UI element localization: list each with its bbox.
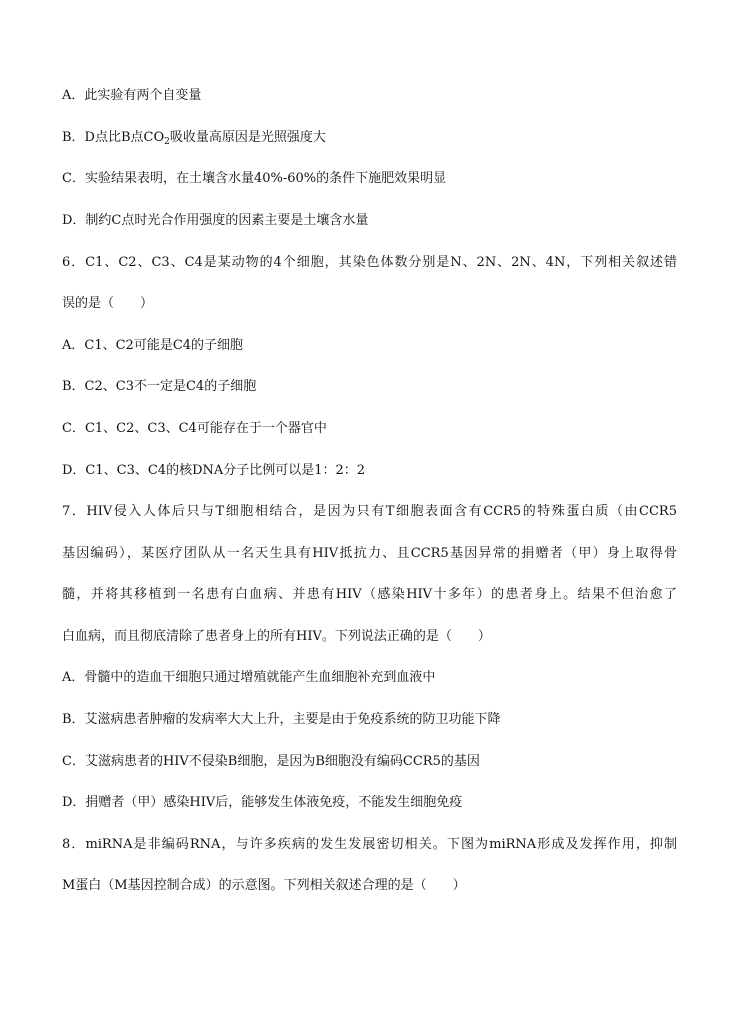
q7-stem-line2: 基因编码），某医疗团队从一名天生具有HIV抵抗力、且CCR5基因异常的捐赠者（甲）身上取得骨 — [62, 546, 677, 561]
q7-stem-line4: 白血病，而且彻底清除了患者身上的所有HIV。下列说法正确的是（ ） — [62, 629, 491, 644]
q5-option-d: D．制约C点时光合作用强度的因素主要是土壤含水量 — [62, 213, 369, 228]
q6-stem-line2: 误的是（ ） — [62, 296, 154, 311]
q7-stem-line3: 髓，并将其移植到一名患有白血病、并患有HIV（感染HIV十多年）的患者身上。结果不但治愈了 — [62, 587, 677, 602]
q7-option-c: C．艾滋病患者的HIV不侵染B细胞，是因为B细胞没有编码CCR5的基因 — [62, 754, 480, 769]
q6-option-a: A．C1、C2可能是C4的子细胞 — [62, 338, 244, 353]
q6-option-b: B．C2、C3不一定是C4的子细胞 — [62, 379, 257, 394]
q8-stem-line1: 8．miRNA是非编码RNA，与许多疾病的发生发展密切相关。下图为miRNA形成及发挥作用，抑制 — [62, 837, 677, 852]
q5-option-b-text-end: 吸收量高原因是光照强度大 — [169, 130, 326, 145]
q5-option-b-text: B．D点比B点CO — [62, 130, 165, 145]
q6-option-d: D．C1、C3、C4的核DNA分子比例可以是1：2：2 — [62, 463, 366, 478]
co2-subscript: 2 — [164, 137, 170, 147]
q7-option-a: A．骨髓中的造血干细胞只通过增殖就能产生血细胞补充到血液中 — [62, 670, 436, 685]
q7-option-b: B．艾滋病患者肿瘤的发病率大大上升，主要是由于免疫系统的防卫功能下降 — [62, 712, 501, 727]
q5-option-c: C．实验结果表明，在土壤含水量40%-60%的条件下施肥效果明显 — [62, 171, 447, 186]
q8-stem-line2: M蛋白（M基因控制合成）的示意图。下列相关叙述合理的是（ ） — [62, 878, 466, 893]
q6-stem-line1: 6．C1、C2、C3、C4是某动物的4个细胞，其染色体数分别是N、2N、2N、4N，下列相关叙述错 — [62, 255, 677, 270]
q6-option-c: C．C1、C2、C3、C4可能存在于一个器官中 — [62, 421, 327, 436]
q7-option-d: D．捐赠者（甲）感染HIV后，能够发生体液免疫，不能发生细胞免疫 — [62, 795, 463, 810]
q7-stem-line1: 7．HIV侵入人体后只与T细胞相结合，是因为只有T细胞表面含有CCR5的特殊蛋白质（由CCR5 — [62, 504, 677, 519]
q5-option-a: A．此实验有两个自变量 — [62, 88, 202, 103]
q5-option-b — [62, 128, 677, 148]
